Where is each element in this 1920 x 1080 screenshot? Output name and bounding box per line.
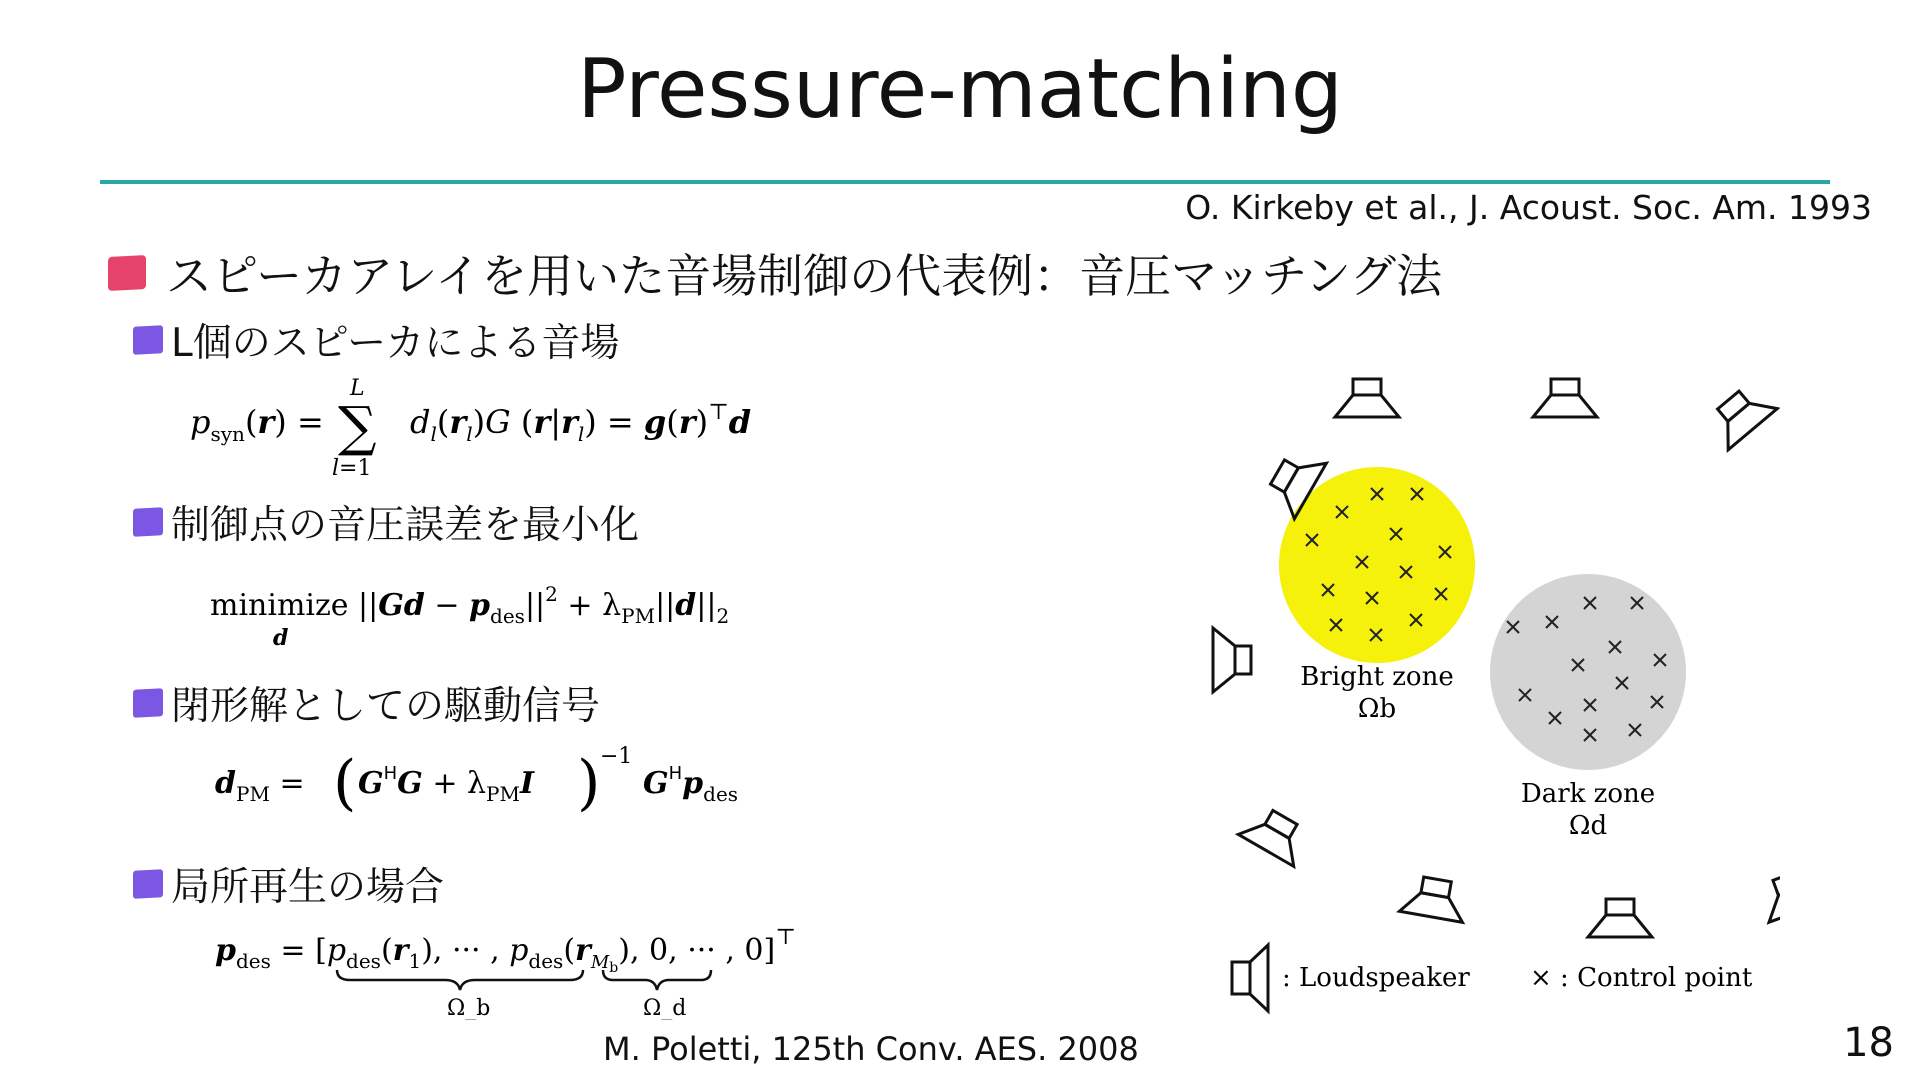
sub-bullet-4 bbox=[133, 856, 444, 912]
title-divider bbox=[100, 180, 1830, 184]
svg-text:(: ( bbox=[333, 748, 357, 818]
loudspeaker-icon bbox=[1213, 628, 1251, 692]
sub-bullet-text: 制御点の音圧誤差を最小化 bbox=[171, 503, 640, 548]
svg-text:): ) bbox=[577, 748, 601, 818]
loudspeaker-icon bbox=[1335, 379, 1399, 417]
main-bullet-text: スピーカアレイを用いた音場制御の代表例：音圧マッチング法 bbox=[166, 249, 1443, 303]
equation-closed-form bbox=[215, 735, 775, 825]
equation-1-render bbox=[190, 365, 810, 480]
page-number: 18 bbox=[1843, 1020, 1894, 1066]
dark-zone-label: Dark zone bbox=[1520, 779, 1656, 809]
sub-bullet-text: 閉形解としての駆動信号 bbox=[171, 684, 601, 729]
legend-control-point-text: × : Control point bbox=[1530, 963, 1753, 993]
equation-minimize bbox=[210, 575, 810, 655]
equation-field-synthesis bbox=[190, 365, 810, 480]
equation-3-render bbox=[215, 735, 775, 825]
loudspeaker-icon bbox=[1588, 899, 1652, 937]
brace-label-dark: Ω_d bbox=[643, 996, 687, 1020]
loudspeaker-icon bbox=[1756, 865, 1780, 923]
svg-text:dPM =: $d_{PM}$ = bbox=[215, 766, 305, 806]
sub-bullet-1 bbox=[133, 312, 619, 368]
svg-text:pdes = [pdes(r1), ··· , pdes(r: $p_{des} = [p_{des}(r_1)$, ··· , $p_{des}(r_Mb)$, 0, ··· , 0]⊤ bbox=[215, 925, 796, 976]
equation-4-render bbox=[215, 915, 895, 1020]
legend-loudspeaker-icon bbox=[1232, 945, 1268, 1011]
svg-text:L: L bbox=[350, 376, 365, 401]
loudspeaker-icon bbox=[1704, 380, 1777, 450]
legend-loudspeaker-text: : Loudspeaker bbox=[1282, 963, 1470, 993]
dark-zone-symbol: Ωd bbox=[1568, 811, 1608, 841]
sub-bullet-text: 局所再生の場合 bbox=[171, 865, 445, 910]
loudspeaker-icon bbox=[1238, 801, 1312, 866]
sound-zone-diagram bbox=[1130, 350, 1780, 1020]
loudspeaker-icon bbox=[1533, 379, 1597, 417]
main-bullet-marker bbox=[108, 255, 146, 291]
svg-text:∑: ∑ bbox=[338, 395, 377, 458]
equation-2-render bbox=[210, 575, 810, 655]
sub-bullet-marker bbox=[133, 688, 163, 718]
svg-text:l=1: l=1 bbox=[332, 456, 372, 480]
svg-text:−1: −1 bbox=[600, 744, 633, 769]
loudspeaker-icon bbox=[1399, 874, 1469, 923]
svg-text:||Gd − pdes||2 + λPM||d||2: $||Gd - p_{des}||^2 + \lambda_{PM}||d||_2$ bbox=[358, 582, 730, 628]
svg-text:minimize: minimize bbox=[210, 588, 349, 623]
equation-desired-pressure bbox=[215, 915, 895, 1020]
reference-top: O. Kirkeby et al., J. Acoust. Soc. Am. 1993 bbox=[1185, 188, 1872, 227]
sub-bullet-marker bbox=[133, 325, 163, 355]
sub-bullet-3 bbox=[133, 675, 600, 731]
svg-text:GHG + λPMI: $G^HG + \lambda_{PM}I$ bbox=[358, 763, 535, 806]
sub-bullet-marker bbox=[133, 869, 163, 899]
svg-text:GHpdes: $G^Hp_{des}$ bbox=[643, 763, 739, 806]
svg-text:dl(rl)G (r|rl) = g(r)⊤d: $d_l(r_l)G$ $(r|r_l) = g(r)^⊤d$ bbox=[410, 400, 752, 446]
diagram-svg bbox=[1130, 350, 1780, 1020]
svg-text:psyn(r) =: $p_{syn}(r)$ = bbox=[190, 403, 324, 446]
slide-title: Pressure-matching bbox=[577, 42, 1343, 137]
reference-bottom: M. Poletti, 125th Conv. AES. 2008 bbox=[603, 1030, 1139, 1068]
brace-label-bright: Ω_b bbox=[447, 996, 491, 1020]
bright-zone-symbol: Ωb bbox=[1357, 694, 1397, 724]
sub-bullet-2 bbox=[133, 494, 639, 550]
svg-text:d: d bbox=[273, 625, 289, 651]
bright-zone-label: Bright zone bbox=[1300, 662, 1454, 692]
sub-bullet-text: L個のスピーカによる音場 bbox=[171, 321, 620, 366]
sub-bullet-marker bbox=[133, 507, 163, 537]
main-bullet bbox=[108, 240, 1442, 306]
dark-zone-circle bbox=[1490, 574, 1686, 770]
